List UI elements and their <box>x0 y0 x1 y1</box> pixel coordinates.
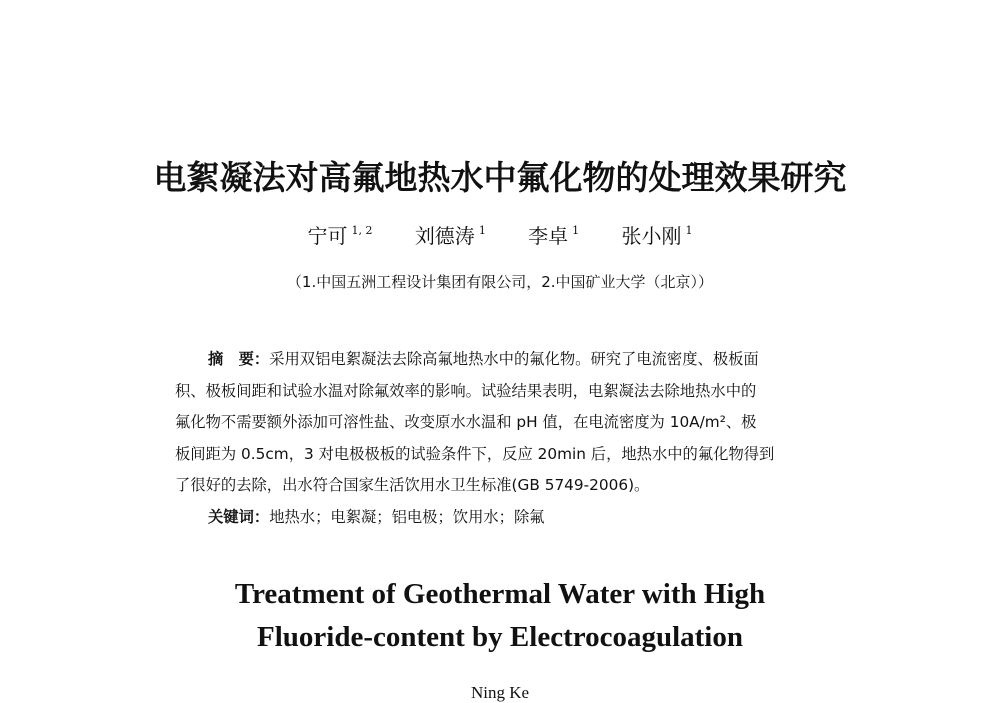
abstract-line: 板间距为 0.5cm，3 对电极极板的试验条件下，反应 20min 后，地热水中的氟化物得到 <box>175 444 775 463</box>
author-3 <box>528 220 579 249</box>
chinese-title: 电絮凝法对高氟地热水中氟化物的处理效果研究 <box>153 158 847 197</box>
author-name: 张小刚 <box>621 224 682 248</box>
author-affiliation-mark: 1 <box>572 224 580 237</box>
english-author: Ning Ke <box>470 683 530 702</box>
keywords-text: 地热水；电絮凝；铝电极；饮用水；除氟 <box>269 507 545 526</box>
abstract-line: 氟化物不需要额外添加可溶性盐、改变原水水温和 pH 值，在电流密度为 10A/m²、极 <box>175 413 757 431</box>
author-4 <box>622 220 693 249</box>
author-affiliation-mark: 1 <box>478 224 486 237</box>
abstract-line: 积、极板间距和试验水温对除氟效率的影响。试验结果表明，电絮凝法去除地热水中的 <box>175 381 757 400</box>
abstract-line: 摘 要：采用双铝电絮凝法去除高氟地热水中的氟化物。研究了电流密度、极板面 <box>208 350 759 368</box>
english-title <box>0 573 1000 659</box>
author-list <box>0 220 1000 249</box>
author-2 <box>415 220 486 249</box>
keywords-label: 关键词： <box>208 507 270 526</box>
keywords <box>175 502 838 534</box>
affiliation: （1.中国五洲工程设计集团有限公司，2.中国矿业大学（北京）） <box>286 273 714 291</box>
author-name: 宁可 <box>307 224 348 248</box>
author-name: 刘德涛 <box>414 224 475 248</box>
author-affiliation-mark: 1, 2 <box>351 224 373 237</box>
author-affiliation-mark: 1 <box>685 224 693 237</box>
english-title-line-1: Treatment of Geothermal Water with High <box>234 578 766 610</box>
english-title-line-2: Fluoride-content by Electrocoagulation <box>257 621 743 653</box>
author-name: 李卓 <box>528 224 569 248</box>
abstract-line: 了很好的去除，出水符合国家生活饮用水卫生标准(GB 5749-2006)。 <box>175 476 650 494</box>
author-1 <box>307 220 372 249</box>
abstract <box>175 344 838 533</box>
abstract-label: 摘 要： <box>208 350 270 368</box>
